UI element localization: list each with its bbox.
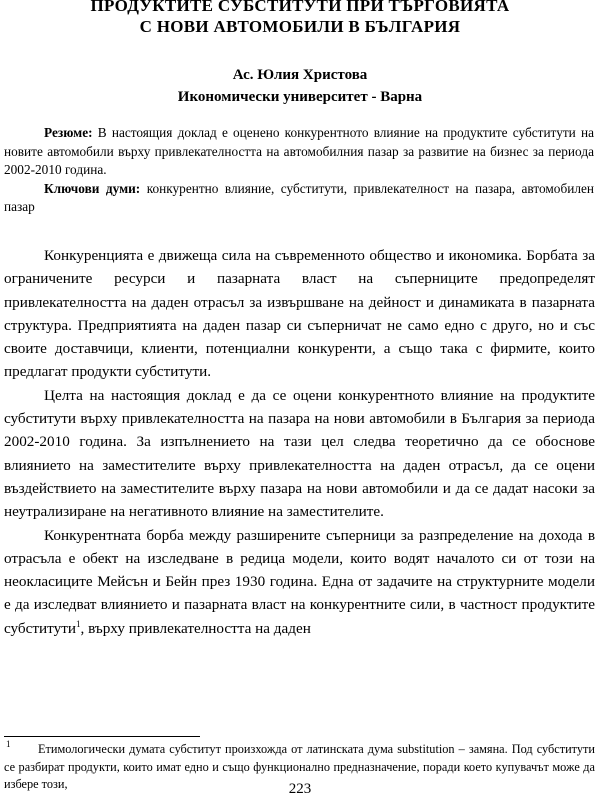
footnote-divider (4, 736, 200, 737)
body-paragraph-3 (4, 524, 595, 640)
body-paragraph-3-continuation: , върху привлекателността на даден (80, 619, 311, 637)
abstract-block (4, 124, 594, 217)
keywords-paragraph (4, 180, 594, 217)
body-paragraph-3-text: Конкурентната борба между разширените съперници за разпределение на дохода в отрасъла е обект на изследване в редица модели, които водят началото си от този на неокласиците Мейсън и Бейн през 1930 година. Една от задачите на структурните модели е да изследват влиянието и пазарната власт на конкурентните сили, в частност продуктите субститути (4, 526, 595, 637)
paper-title-line-1: ПРОДУКТИТЕ СУБСТИТУТИ ПРИ ТЪРГОВИЯТА (90, 0, 510, 15)
body-paragraph-1: Конкуренцията е движеща сила на съвременното общество и икономика. Борбата за ограничените ресурси и пазарната власт на съперниците предопределят привлекателността на даден отрасъл за извършване на дейност и динамиката в пазарната структура. Предприятията на даден пазар си съперничат не само едно с друго, но и със своите доставчици, клиенти, потенциални конкуренти, а също така с фирмите, които предлагат продукти субститути. (4, 247, 595, 381)
keywords-text: конкурентно влияние, субститути, привлекателност на пазара, автомобилен пазар (4, 180, 594, 214)
footnote-mark: 1 (6, 739, 11, 749)
keywords-label: Ключови думи: (44, 180, 141, 196)
author-affiliation: Икономически университет - Варна (177, 89, 423, 105)
abstract-label: Резюме: (44, 125, 93, 140)
footnote-text: Етимологически думата субститут произхожда от латинската дума substitution – замяна. Под субститути се разбират продукти, които имат едно и също функционално предназначение, поради което купувачът може да избере този, (4, 742, 595, 791)
abstract-text: В настоящия доклад е оценено конкурентното влияние на продуктите субститути на новите автомобили върху привлекателността на автомобилния пазар за развитие на бизнес за периода 2002-2010 година. (4, 125, 594, 177)
paper-title-line-2: С НОВИ АВТОМОБИЛИ В БЪЛГАРИЯ (139, 17, 461, 36)
paper-title (0, 0, 600, 37)
footnote-reference[interactable]: 1 (75, 618, 81, 629)
author-name: Ас. Юлия Христова (232, 67, 368, 83)
body-paragraph-2: Целта на настоящия доклад е да се оцени конкурентното влияние на продуктите субститути върху привлекателността на пазара на нови автомобили в България за периода 2002-2010 година. За изпълнението на тази цел следва теоретично да се обоснове влиянието на заместителите върху привлекателността на даден отрасъл, да се оцени въздействието на заместителите върху пазара на нови автомобили и да се дадат насоки за неутрализиране на негативното влияние на заместителите. (4, 386, 595, 521)
body-text (4, 244, 595, 640)
page-number: 223 (288, 781, 312, 797)
abstract-paragraph (4, 124, 594, 180)
author-block (0, 64, 600, 108)
